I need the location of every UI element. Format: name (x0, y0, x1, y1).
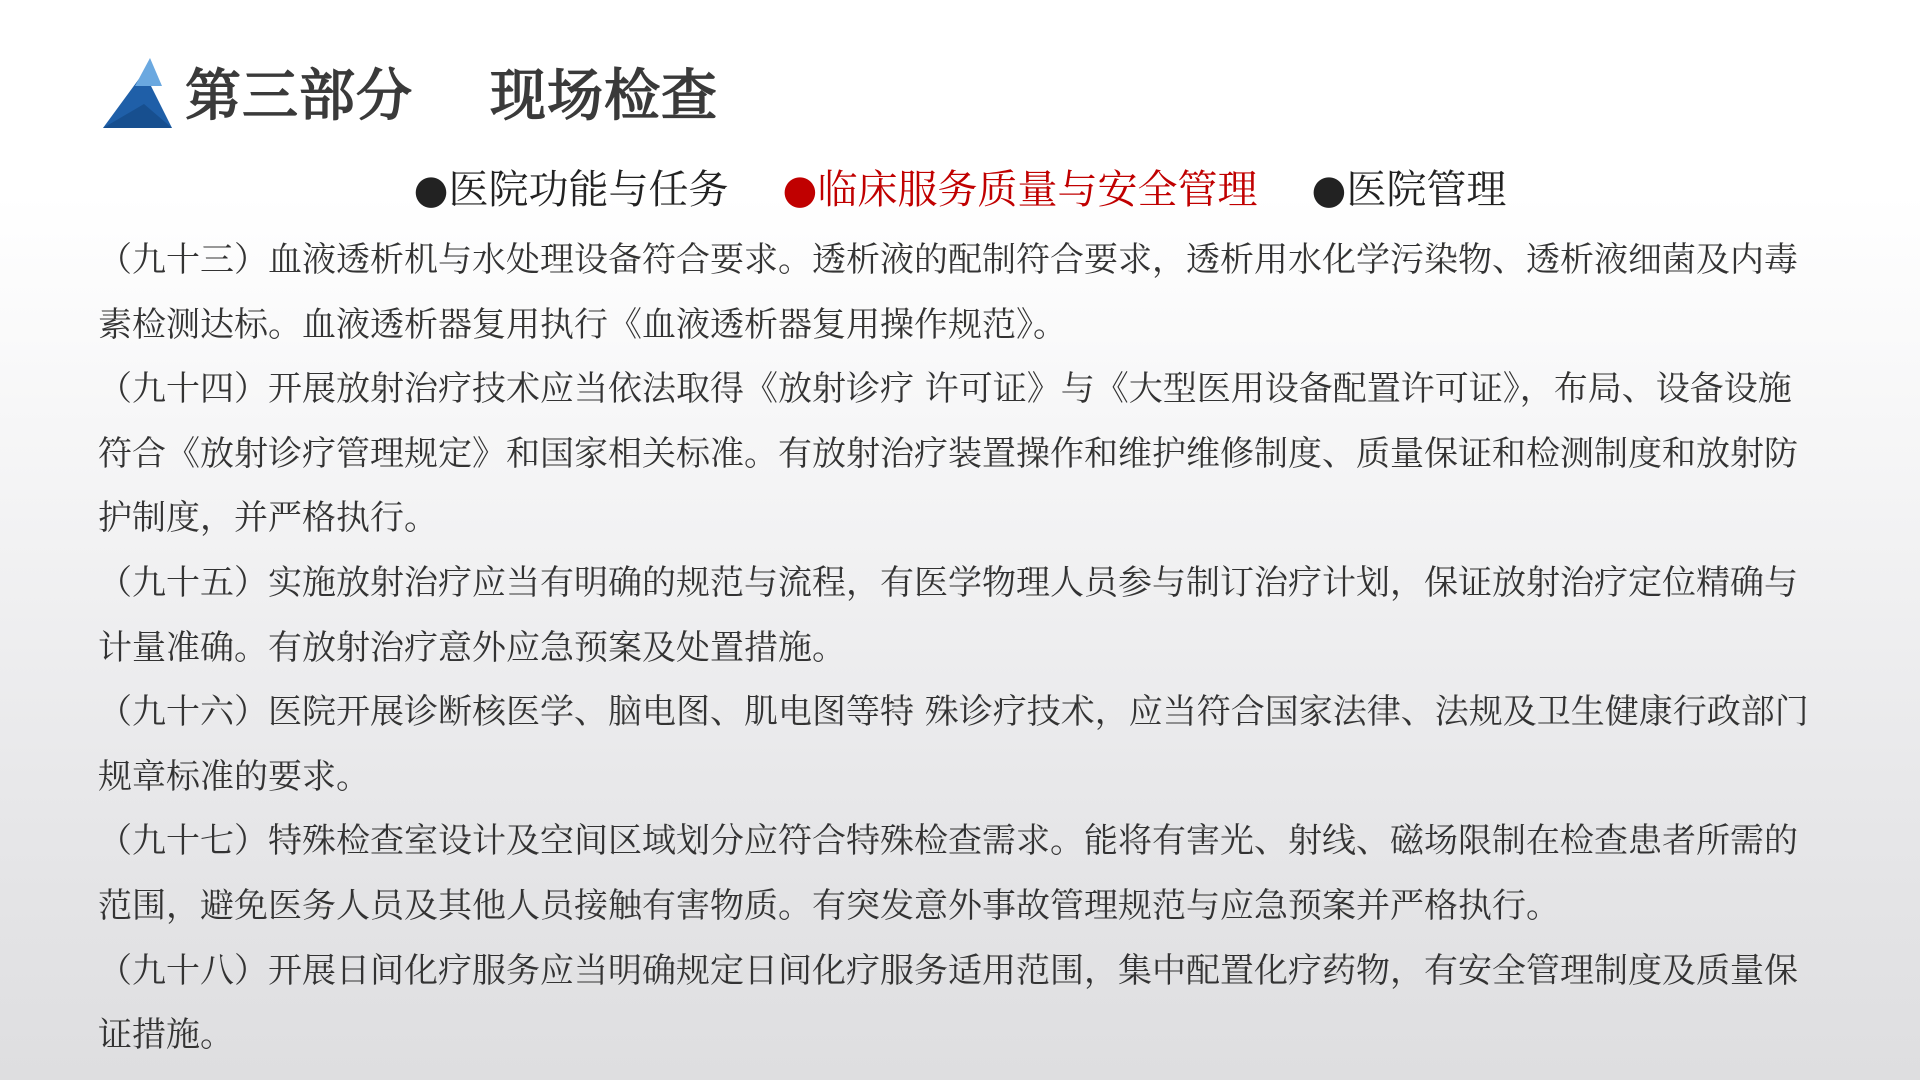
nav-item-clinical-quality[interactable]: ●临床服务质量与安全管理 (782, 166, 1258, 213)
nav-item-hospital-management[interactable]: ●医院管理 (1311, 166, 1507, 213)
clause-94: （九十四）开展放射治疗技术应当依法取得《放射诊疗 许可证》与《大型医用设备配置许可证》，布局、设备设施 符合《放射诊疗管理规定》和国家相关标准。有放射治疗装置操作和维护维修制度、质量保证和检测制度和放射防护制度，并严格执行。 (98, 369, 1798, 539)
clause-97: （九十七）特殊检查室设计及空间区域划分应符合特殊检查需求。能将有害光、射线、磁场限制在检查患者所需的 范围，避免医务人员及其他人员接触有害物质。有突发意外事故管理规范与应急预案并严格执行。 (98, 821, 1798, 926)
nav-item-hospital-function[interactable]: ●医院功能与任务 (413, 166, 729, 213)
slide-title: 第三部分 现场检查 (185, 64, 718, 129)
clause-96: （九十六）医院开展诊断核医学、脑电图、肌电图等特 殊诊疗技术，应当符合国家法律、法规及卫生健康行政部门规章标准的要求。 (98, 692, 1809, 797)
clause-98: （九十八）开展日间化疗服务应当明确规定日间化疗服务适用范围，集中配置化疗药物，有安全管理制度及质量保证措施。 (98, 950, 1798, 1056)
section-nav (0, 158, 1920, 214)
blue-triangles-logo-icon (100, 56, 175, 128)
clause-list (98, 228, 1828, 1068)
slide-header (100, 52, 718, 132)
clause-93: （九十三）血液透析机与水处理设备符合要求。透析液的配制符合要求，透析用水化学污染物、透析液细菌及内毒 素检测达标。血液透析器复用执行《血液透析器复用操作规范》。 (98, 240, 1798, 345)
clause-95: （九十五）实施放射治疗应当有明确的规范与流程，有医学物理人员参与制订治疗计划，保证放射治疗定位精确与计量准确。有放射治疗意外应急预案及处置措施。 (98, 562, 1798, 668)
